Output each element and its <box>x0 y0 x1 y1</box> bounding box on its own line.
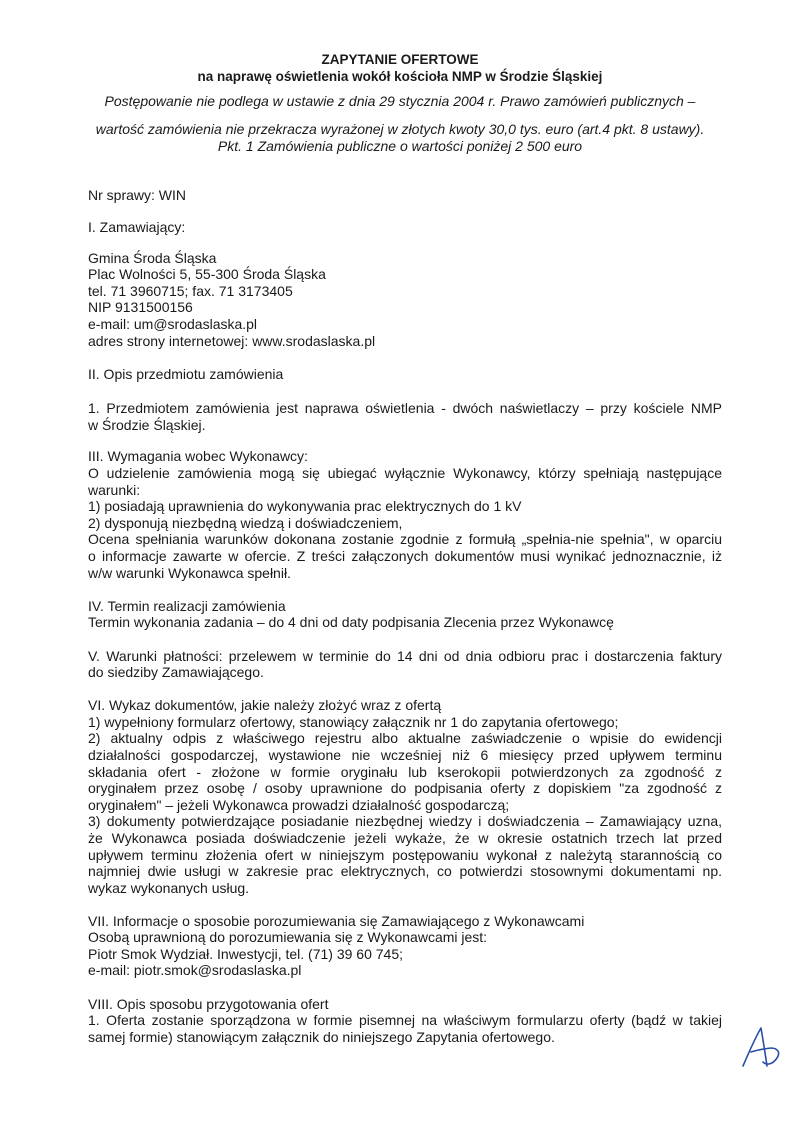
section-heading: III. Wymagania wobec Wykonawcy: <box>88 448 308 464</box>
paragraph-line: 1. Oferta zostanie sporządzona w formie pisemnej na właściwym formularzu oferty (bądź w takiej <box>88 1012 722 1028</box>
paragraph-line: oryginałem przez osobę / osoby uprawnione do podpisania oferty z dopiskiem "za zgodność z <box>88 780 722 796</box>
list-item: 2) dysponują niezbędną wiedzą i doświadczeniem, <box>88 515 403 531</box>
section-heading: I. Zamawiający: <box>88 219 186 235</box>
paragraph-line: w/w warunki Wykonawca spełnił. <box>88 565 291 581</box>
legal-note-line: wartość zamówienia nie przekracza wyrażonej w złotych kwoty 30,0 tys. euro (art.4 pkt. 8 ustawy). <box>95 121 705 137</box>
paragraph-line: Ocena spełniania warunków dokonana zostanie zgodnie z formułą „spełnia-nie spełnia", w oparciu <box>88 531 722 547</box>
contracting-authority-website: adres strony internetowej: www.srodaslaska.pl <box>88 333 376 349</box>
contracting-authority-nip: NIP 9131500156 <box>88 299 193 315</box>
paragraph-line: wykaz wykonanych usług. <box>88 880 250 896</box>
paragraph-line: oryginałem" – jeżeli Wykonawca prowadzi działalność gospodarczą; <box>88 797 510 813</box>
legal-note-line: Postępowanie nie podlega w ustawie z dnia 29 stycznia 2004 r. Prawo zamówień publicznych – <box>104 93 696 109</box>
paragraph-line: Osobą uprawnioną do porozumiewania się z Wykonawcami jest: <box>88 929 488 945</box>
paragraph-line: Termin wykonania zadania – do 4 dni od daty podpisania Zlecenia przez Wykonawcę <box>88 614 614 630</box>
contracting-authority-name: Gmina Środa Śląska <box>88 250 217 266</box>
section-heading: IV. Termin realizacji zamówienia <box>88 598 286 614</box>
paragraph-line: w Środzie Śląskiej. <box>88 417 206 433</box>
section-heading: VI. Wykaz dokumentów, jakie należy złożyć wraz z ofertą <box>88 697 442 713</box>
contact-person: Piotr Smok Wydział. Inwestycji, tel. (71) 39 60 745; <box>88 946 403 962</box>
contracting-authority-phone: tel. 71 3960715; fax. 71 3173405 <box>88 283 293 299</box>
paragraph-line: O udzielenie zamówienia mogą się ubiegać wyłącznie Wykonawcy, którzy spełniają następujące <box>88 465 722 481</box>
paragraph-line: 1. Przedmiotem zamówienia jest naprawa oświetlenia - dwóch naświetlaczy – przy kościele NMP <box>88 400 722 416</box>
contact-email: e-mail: piotr.smok@srodaslaska.pl <box>88 962 302 978</box>
paragraph-line: V. Warunki płatności: przelewem w terminie do 14 dni od dnia odbioru prac i dostarczenia faktury <box>88 648 722 664</box>
paragraph-line: o informacje zawarte w ofercie. Z treści załączonych dokumentów musi wynikać jednoznacznie, iż <box>88 548 722 564</box>
section-heading: II. Opis przedmiotu zamówienia <box>88 366 284 382</box>
contracting-authority-address: Plac Wolności 5, 55-300 Środa Śląska <box>88 266 326 282</box>
paragraph-line: najmniej dwie usługi w zakresie prac elektrycznych, co potwierdzi stosownymi dokumentami np. <box>88 863 722 879</box>
list-item: 1) wypełniony formularz ofertowy, stanowiący załącznik nr 1 do zapytania ofertowego; <box>88 714 619 730</box>
handwritten-initials <box>737 1022 785 1072</box>
paragraph-line: działalności gospodarczej, wystawione nie wcześniej niż 6 miesięcy przed upływem terminu <box>88 747 722 763</box>
paragraph-line: składania ofert - złożone w formie oryginału lub kserokopii potwierdzonych za zgodność z <box>88 764 722 780</box>
case-number: Nr sprawy: WIN <box>88 187 186 203</box>
paragraph-line: że Wykonawca posiada doświadczenie jeżeli wykaże, że w okresie ostatnich trzech lat przed <box>88 830 722 846</box>
section-heading: VII. Informacje o sposobie porozumiewania się Zamawiającego z Wykonawcami <box>88 913 585 929</box>
document-title: ZAPYTANIE OFERTOWE <box>321 52 479 67</box>
list-item: 3) dokumenty potwierdzające posiadanie niezbędnej wiedzy i doświadczenia – Zamawiający uzna, <box>88 813 722 829</box>
paragraph-line: upływem terminu złożenia ofert w niniejszym postępowaniu wykonał z należytą starannością co <box>88 847 722 863</box>
contracting-authority-email: e-mail: um@srodaslaska.pl <box>88 316 258 332</box>
paragraph-line: warunki: <box>88 482 141 498</box>
document-subtitle: na naprawę oświetlenia wokół kościoła NMP w Środzie Śląskiej <box>197 69 603 84</box>
paragraph-line: do siedziby Zamawiającego. <box>88 664 264 680</box>
paragraph-line: samej formie) stanowiącym załącznik do niniejszego Zapytania ofertowego. <box>88 1029 555 1045</box>
legal-note-line: Pkt. 1 Zamówienia publiczne o wartości poniżej 2 500 euro <box>217 138 583 154</box>
list-item: 1) posiadają uprawnienia do wykonywania prac elektrycznych do 1 kV <box>88 498 522 514</box>
list-item: 2) aktualny odpis z właściwego rejestru albo aktualne zaświadczenie o wpisie do ewidencji <box>88 730 722 746</box>
section-heading: VIII. Opis sposobu przygotowania ofert <box>88 996 329 1012</box>
